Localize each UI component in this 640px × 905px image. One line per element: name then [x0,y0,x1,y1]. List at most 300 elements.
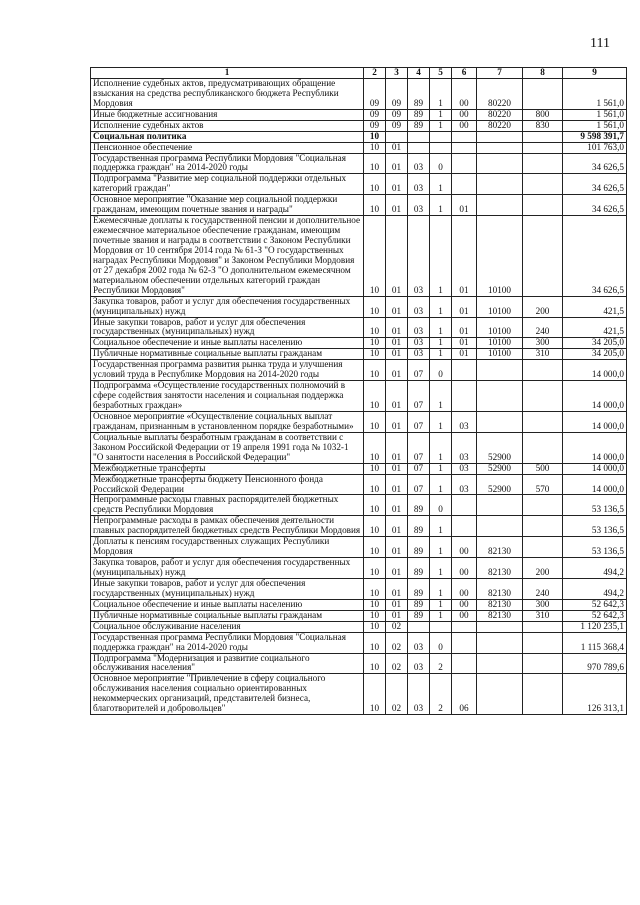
code-cell: 10 [364,381,386,412]
table-row [91,296,627,317]
amount-cell: 1 561,0 [563,78,627,109]
code-cell: 01 [386,610,408,621]
code-cell: 10 [364,495,386,516]
code-cell: 0 [430,153,452,174]
code-cell: 1 [430,349,452,360]
code-cell: 89 [408,610,430,621]
code-cell: 10 [364,174,386,195]
code-cell: 300 [523,338,563,349]
code-cell: 09 [386,120,408,131]
code-cell: 1 [430,599,452,610]
code-cell: 1 [430,558,452,579]
row-name-cell: Подпрограмма «Осуществление государственных полномочий в сфере содействия занятости населения и социальная поддержка безработных граждан» [91,381,364,412]
header-cell: 9 [563,68,627,79]
code-cell: 1 [430,317,452,338]
code-cell [477,621,523,632]
code-cell: 10 [364,411,386,432]
amount-cell: 101 763,0 [563,142,627,153]
code-cell: 10 [364,632,386,653]
header-cell: 8 [523,68,563,79]
code-cell [452,153,477,174]
row-name-cell: Подпрограмма "Развитие мер социальной поддержки отдельных категорий граждан" [91,174,364,195]
code-cell: 89 [408,578,430,599]
code-cell: 1 [430,516,452,537]
amount-cell: 14 000,0 [563,463,627,474]
row-name-cell: Социальное обеспечение и иные выплаты населению [91,338,364,349]
code-cell [477,495,523,516]
code-cell: 1 [430,195,452,216]
amount-cell: 53 136,5 [563,495,627,516]
code-cell: 82130 [477,610,523,621]
code-cell: 310 [523,349,563,360]
code-cell [523,516,563,537]
amount-cell: 52 642,3 [563,610,627,621]
header-row [91,68,627,79]
amount-cell: 126 313,1 [563,674,627,715]
code-cell: 03 [408,195,430,216]
code-cell: 01 [386,558,408,579]
row-name-cell: Публичные нормативные социальные выплаты гражданам [91,610,364,621]
code-cell: 10 [364,153,386,174]
code-cell: 03 [408,296,430,317]
code-cell: 0 [430,360,452,381]
row-name-cell: Государственная программа Республики Мордовия "Социальная поддержка граждан" на 2014-2020 годы [91,632,364,653]
code-cell: 03 [452,411,477,432]
code-cell: 10 [364,610,386,621]
code-cell: 10 [364,195,386,216]
amount-cell: 1 561,0 [563,120,627,131]
code-cell: 89 [408,558,430,579]
code-cell: 01 [386,463,408,474]
code-cell: 1 [430,578,452,599]
code-cell: 07 [408,360,430,381]
code-cell [523,621,563,632]
code-cell: 01 [386,195,408,216]
code-cell: 00 [452,78,477,109]
amount-cell: 1 120 235,1 [563,621,627,632]
code-cell: 300 [523,599,563,610]
code-cell: 00 [452,120,477,131]
amount-cell: 52 642,3 [563,599,627,610]
row-name-cell: Иные закупки товаров, работ и услуг для обеспечения государственных (муниципальных) нужд [91,317,364,338]
code-cell [452,174,477,195]
row-name-cell: Межбюджетные трансферты бюджету Пенсионного фонда Российской Федерации [91,474,364,495]
code-cell [523,432,563,463]
code-cell: 01 [386,599,408,610]
code-cell: 10 [364,674,386,715]
row-name-cell: Социальное обслуживание населения [91,621,364,632]
amount-cell: 34 626,5 [563,195,627,216]
code-cell: 01 [386,495,408,516]
code-cell: 01 [386,296,408,317]
table-row [91,463,627,474]
header-cell: 2 [364,68,386,79]
code-cell: 10 [364,216,386,297]
code-cell: 1 [430,174,452,195]
code-cell [523,674,563,715]
code-cell [477,653,523,674]
code-cell: 09 [364,78,386,109]
code-cell: 01 [386,411,408,432]
code-cell [523,360,563,381]
code-cell: 89 [408,495,430,516]
code-cell: 02 [386,674,408,715]
row-name-cell: Основное мероприятие "Привлечение в сферу социального обслуживания населения социально ориентированных некоммерческих организаций, представителей бизнеса, благотворителей и добровольцев" [91,674,364,715]
code-cell: 01 [386,432,408,463]
row-name-cell: Исполнение судебных актов [91,120,364,131]
table-row [91,632,627,653]
code-cell [477,174,523,195]
amount-cell: 421,5 [563,317,627,338]
code-cell [523,174,563,195]
code-cell [477,195,523,216]
code-cell [523,216,563,297]
code-cell [477,411,523,432]
code-cell: 02 [386,653,408,674]
code-cell: 01 [452,216,477,297]
code-cell: 01 [386,216,408,297]
code-cell: 1 [430,78,452,109]
code-cell [523,632,563,653]
amount-cell: 14 000,0 [563,411,627,432]
code-cell: 10100 [477,338,523,349]
row-name-cell: Межбюджетные трансферты [91,463,364,474]
code-cell: 1 [430,109,452,120]
table-row [91,174,627,195]
row-name-cell: Непрограммные расходы главных распорядителей бюджетных средств Республики Мордовия [91,495,364,516]
code-cell [452,632,477,653]
table-row [91,120,627,131]
table-row [91,131,627,142]
code-cell: 01 [386,537,408,558]
code-cell: 1 [430,411,452,432]
code-cell: 09 [364,109,386,120]
amount-cell: 1 561,0 [563,109,627,120]
code-cell: 01 [386,516,408,537]
code-cell: 01 [386,381,408,412]
code-cell: 200 [523,296,563,317]
code-cell: 10 [364,432,386,463]
code-cell: 00 [452,610,477,621]
code-cell [523,411,563,432]
code-cell: 800 [523,109,563,120]
code-cell: 10 [364,578,386,599]
code-cell: 52900 [477,474,523,495]
code-cell: 03 [408,338,430,349]
amount-cell: 34 626,5 [563,153,627,174]
code-cell: 01 [452,195,477,216]
code-cell: 2 [430,653,452,674]
code-cell: 10 [364,131,386,142]
code-cell: 570 [523,474,563,495]
code-cell [452,131,477,142]
row-name-cell: Социальное обеспечение и иные выплаты населению [91,599,364,610]
table-row [91,495,627,516]
code-cell: 10 [364,516,386,537]
table-row [91,537,627,558]
code-cell: 10 [364,558,386,579]
row-name-cell: Подпрограмма "Модернизация и развитие социального обслуживания населения" [91,653,364,674]
amount-cell: 421,5 [563,296,627,317]
code-cell: 01 [386,474,408,495]
code-cell: 52900 [477,432,523,463]
amount-cell: 970 789,6 [563,653,627,674]
code-cell: 10 [364,317,386,338]
code-cell: 80220 [477,109,523,120]
code-cell [430,142,452,153]
code-cell: 10100 [477,349,523,360]
code-cell: 82130 [477,599,523,610]
amount-cell: 494,2 [563,558,627,579]
code-cell: 10100 [477,296,523,317]
code-cell: 1 [430,216,452,297]
code-cell: 01 [386,153,408,174]
code-cell: 10 [364,599,386,610]
code-cell [477,674,523,715]
code-cell: 10 [364,142,386,153]
code-cell [408,131,430,142]
table-row [91,349,627,360]
code-cell: 52900 [477,463,523,474]
row-name-cell: Иные бюджетные ассигнования [91,109,364,120]
code-cell [477,142,523,153]
table-row [91,78,627,109]
table-row [91,142,627,153]
header-cell: 1 [91,68,364,79]
code-cell [452,142,477,153]
row-name-cell: Основное мероприятие «Осуществление социальных выплат гражданам, признанным в установленном порядке безработными» [91,411,364,432]
code-cell: 03 [408,632,430,653]
code-cell [430,621,452,632]
code-cell: 1 [430,120,452,131]
code-cell: 00 [452,537,477,558]
code-cell: 310 [523,610,563,621]
header-cell: 3 [386,68,408,79]
table-row [91,317,627,338]
code-cell: 09 [364,120,386,131]
code-cell: 1 [430,463,452,474]
code-cell [523,78,563,109]
code-cell: 07 [408,432,430,463]
code-cell: 03 [408,317,430,338]
code-cell: 03 [452,463,477,474]
code-cell [386,131,408,142]
table-row [91,338,627,349]
code-cell: 82130 [477,578,523,599]
code-cell [430,131,452,142]
code-cell: 01 [386,317,408,338]
table-row [91,578,627,599]
code-cell: 07 [408,381,430,412]
code-cell [523,131,563,142]
row-name-cell: Публичные нормативные социальные выплаты гражданам [91,349,364,360]
amount-cell: 34 205,0 [563,338,627,349]
code-cell [523,495,563,516]
code-cell: 02 [386,632,408,653]
code-cell: 01 [386,174,408,195]
code-cell: 89 [408,537,430,558]
code-cell: 2 [430,674,452,715]
row-name-cell: Социальные выплаты безработным гражданам в соответствии с Законом Российской Федерации от 19 апреля 1991 года № 1032-1 "О занятости населения в Российской Федерации" [91,432,364,463]
code-cell: 10 [364,474,386,495]
table-row [91,195,627,216]
code-cell [523,142,563,153]
code-cell [477,360,523,381]
row-name-cell: Закупка товаров, работ и услуг для обеспечения государственных (муниципальных) нужд [91,558,364,579]
code-cell: 01 [386,349,408,360]
code-cell: 06 [452,674,477,715]
code-cell [452,360,477,381]
amount-cell: 34 626,5 [563,174,627,195]
code-cell [523,653,563,674]
table-row [91,432,627,463]
code-cell: 0 [430,495,452,516]
header-cell: 7 [477,68,523,79]
row-name-cell: Государственная программа развития рынка труда и улучшения условий труда в Республике Мордовия на 2014-2020 годы [91,360,364,381]
code-cell [452,653,477,674]
code-cell: 200 [523,558,563,579]
amount-cell: 53 136,5 [563,537,627,558]
code-cell [523,195,563,216]
amount-cell: 53 136,5 [563,516,627,537]
code-cell [477,381,523,412]
code-cell: 1 [430,432,452,463]
code-cell: 0 [430,632,452,653]
budget-table [90,67,627,715]
code-cell: 1 [430,296,452,317]
code-cell [452,495,477,516]
code-cell [452,381,477,412]
code-cell: 10 [364,653,386,674]
code-cell: 10100 [477,317,523,338]
code-cell: 02 [386,621,408,632]
code-cell: 01 [386,578,408,599]
table-row [91,610,627,621]
code-cell: 01 [452,338,477,349]
header-cell: 5 [430,68,452,79]
table-row [91,653,627,674]
code-cell [477,153,523,174]
code-cell: 10 [364,621,386,632]
row-name-cell: Пенсионное обеспечение [91,142,364,153]
code-cell: 07 [408,463,430,474]
code-cell: 03 [408,153,430,174]
code-cell: 240 [523,317,563,338]
amount-cell: 14 000,0 [563,360,627,381]
amount-cell: 9 598 391,7 [563,131,627,142]
code-cell: 10 [364,463,386,474]
code-cell: 01 [386,338,408,349]
code-cell: 240 [523,578,563,599]
code-cell [452,621,477,632]
table-row [91,599,627,610]
row-name-cell: Ежемесячные доплаты к государственной пенсии и дополнительное ежемесячное материальное обеспечение гражданам, имеющим почетные звания и награды в соответствии с Законом Республики Мордовия от 10 сентября 2014 года № 61-З "О государственных наградах Республики Мордовия" и Законом Республики Мордовия от 27 декабря 2002 года № 62-З "О дополнительном ежемесячном материальном обеспечении отдельных категорий граждан Республики Мордовия" [91,216,364,297]
code-cell: 1 [430,338,452,349]
code-cell: 03 [408,349,430,360]
code-cell: 01 [452,317,477,338]
amount-cell: 14 000,0 [563,432,627,463]
amount-cell: 494,2 [563,578,627,599]
amount-cell: 34 626,5 [563,216,627,297]
code-cell: 82130 [477,537,523,558]
code-cell: 00 [452,578,477,599]
code-cell [523,537,563,558]
code-cell: 89 [408,516,430,537]
table-row [91,474,627,495]
code-cell: 89 [408,78,430,109]
code-cell [408,142,430,153]
row-name-cell: Социальная политика [91,131,364,142]
code-cell: 01 [386,142,408,153]
code-cell: 10100 [477,216,523,297]
code-cell: 01 [452,296,477,317]
code-cell [523,153,563,174]
amount-cell: 1 115 368,4 [563,632,627,653]
code-cell: 10 [364,537,386,558]
code-cell: 03 [408,174,430,195]
code-cell [408,621,430,632]
code-cell: 830 [523,120,563,131]
code-cell [477,516,523,537]
table-body [91,68,627,715]
code-cell: 10 [364,338,386,349]
table-row [91,153,627,174]
code-cell [523,381,563,412]
table-row [91,621,627,632]
code-cell: 00 [452,599,477,610]
code-cell: 89 [408,599,430,610]
header-cell: 6 [452,68,477,79]
table-row [91,381,627,412]
row-name-cell: Доплаты к пенсиям государственных служащих Республики Мордовия [91,537,364,558]
page-number: 111 [590,36,610,51]
code-cell [452,516,477,537]
code-cell [477,632,523,653]
code-cell: 01 [386,360,408,381]
code-cell: 07 [408,474,430,495]
code-cell: 01 [452,349,477,360]
table-row [91,360,627,381]
row-name-cell: Закупка товаров, работ и услуг для обеспечения государственных (муниципальных) нужд [91,296,364,317]
code-cell: 10 [364,296,386,317]
code-cell: 80220 [477,78,523,109]
code-cell: 00 [452,109,477,120]
header-cell: 4 [408,68,430,79]
code-cell: 09 [386,109,408,120]
code-cell: 03 [452,474,477,495]
code-cell: 89 [408,120,430,131]
code-cell: 1 [430,381,452,412]
amount-cell: 14 000,0 [563,474,627,495]
row-name-cell: Исполнение судебных актов, предусматривающих обращение взыскания на средства республиканского бюджета Республики Мордовия [91,78,364,109]
table-row [91,411,627,432]
code-cell: 03 [452,432,477,463]
amount-cell: 14 000,0 [563,381,627,412]
code-cell: 00 [452,558,477,579]
code-cell: 03 [408,674,430,715]
code-cell: 1 [430,610,452,621]
table-row [91,216,627,297]
code-cell [477,131,523,142]
table-row [91,674,627,715]
row-name-cell: Основное мероприятие "Оказание мер социальной поддержки гражданам, имеющим почетные звания и награды" [91,195,364,216]
row-name-cell: Иные закупки товаров, работ и услуг для обеспечения государственных (муниципальных) нужд [91,578,364,599]
code-cell: 03 [408,216,430,297]
row-name-cell: Государственная программа Республики Мордовия "Социальная поддержка граждан" на 2014-2020 годы [91,153,364,174]
code-cell: 03 [408,653,430,674]
code-cell: 10 [364,349,386,360]
code-cell: 09 [386,78,408,109]
